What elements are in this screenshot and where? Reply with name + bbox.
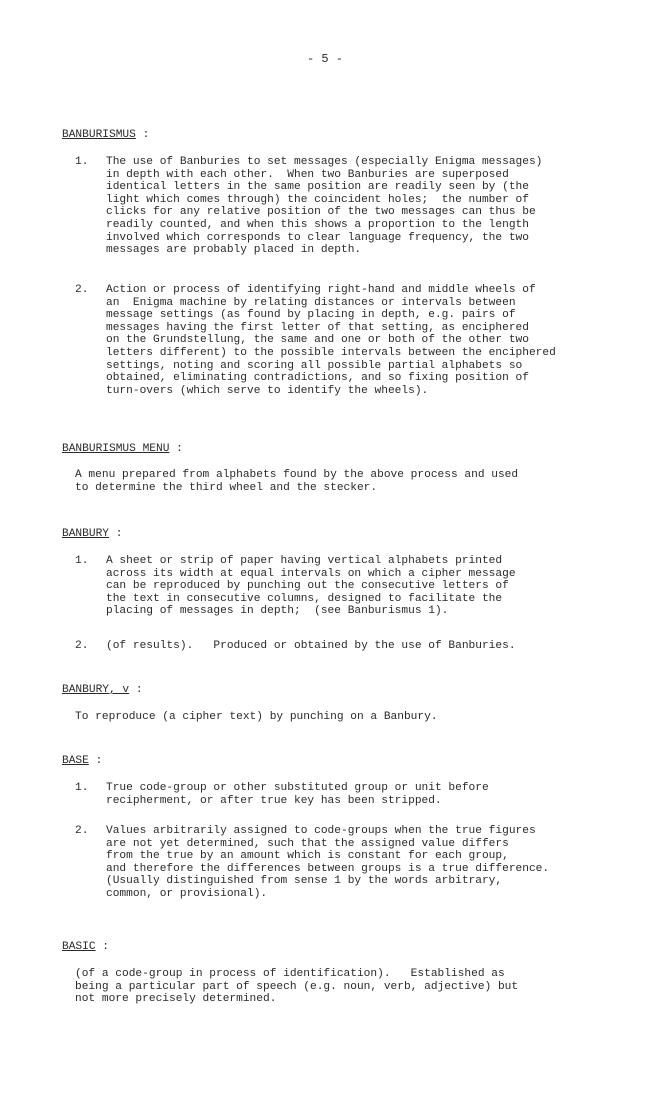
- definition-item: 2. (of results). Produced or obtained by the use of Banburies.: [75, 640, 516, 652]
- definition-item: 2. Action or process of identifying right-hand and middle wheels of an Enigma machine by relating distances or intervals between message settings (as found by placing in depth, e.g. pairs of messages having the first letter of that setting, as enciphered on the Grundstellung, the same and one or both of the other two letters different) to the possible intervals between the enciphered settings, noting and scoring all possible partial alphabets so obtained, eliminating contradictions, and so fixing position of turn-overs (which serve to identify the wheels).: [75, 284, 556, 397]
- entry-heading-basic: BASIC :: [62, 941, 110, 953]
- entry-heading-banbury-v: BANBURY, v :: [62, 684, 143, 696]
- entry-term: BASE: [62, 755, 89, 767]
- definition-item: 1. True code-group or other substituted group or unit before recipherment, or after true key has been stripped.: [75, 782, 489, 807]
- definition-text: (of a code-group in process of identification). Established as being a particular part of speech (e.g. noun, verb, adjective) but not more precisely determined.: [75, 968, 519, 1006]
- definition-item: 1. The use of Banburies to set messages (especially Enigma messages) in depth with each other. When two Banburies are superposed identical letters in the same position are readily seen by (the light which comes through) the coincident holes; the number of clicks for any relative position of the two messages can thus be readily counted, and when this shows a proportion to the length involved which corresponds to clear language frequency, the two messages are probably placed in depth.: [75, 156, 543, 257]
- entry-term: BANBURISMUS: [62, 129, 136, 141]
- page-number: - 5 -: [306, 52, 343, 66]
- entry-heading-banburismus: BANBURISMUS :: [62, 129, 150, 141]
- entry-term: BANBURY, v: [62, 684, 130, 696]
- entry-heading-banbury: BANBURY :: [62, 528, 123, 540]
- entry-term: BASIC: [62, 941, 96, 953]
- definition-item: 1. A sheet or strip of paper having vertical alphabets printed across its width at equal intervals on which a cipher message can be reproduced by punching out the consecutive letters of the text in consecutive columns, designed to facilitate the placing of messages in depth; (see Banburismus 1).: [75, 555, 516, 618]
- entry-term: BANBURISMUS MENU: [62, 443, 170, 455]
- entry-heading-banburismus-menu: BANBURISMUS MENU :: [62, 443, 183, 455]
- definition-text: A menu prepared from alphabets found by the above process and used to determine the third wheel and the stecker.: [75, 469, 519, 494]
- definition-item: 2. Values arbitrarily assigned to code-groups when the true figures are not yet determined, such that the assigned value differs from the true by an amount which is constant for each group, and therefore the differences between groups is a true difference. (Usually distinguished from sense 1 by the words arbitrary, common, or provisional).: [75, 825, 550, 900]
- entry-term: BANBURY: [62, 528, 109, 540]
- definition-text: To reproduce (a cipher text) by punching on a Banbury.: [75, 711, 438, 723]
- entry-heading-base: BASE :: [62, 755, 103, 767]
